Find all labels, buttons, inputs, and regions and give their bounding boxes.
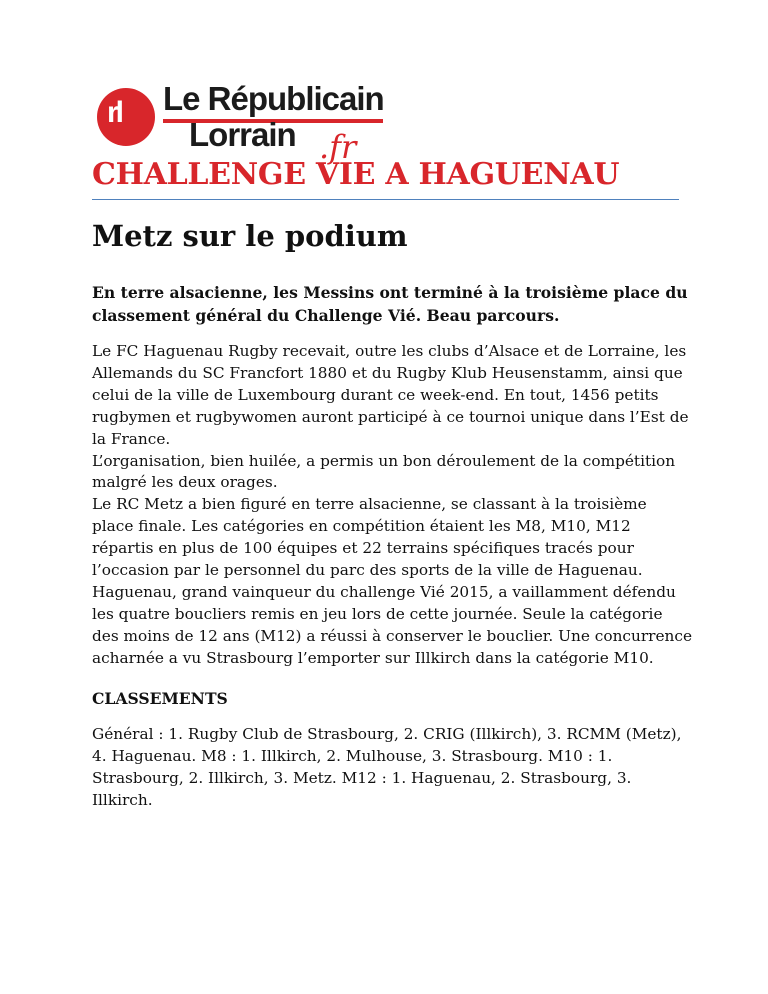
title-divider xyxy=(92,199,679,200)
logo-name-line1: Le Républicain xyxy=(163,80,384,117)
results-text: Général : 1. Rugby Club de Strasbourg, 2. CRIG (Illkirch), 3. RCMM (Metz), 4. Haguenau. M8 : 1. Illkirch, 2. Mulhouse, 3. Strasbourg. M10 : 1. Strasbourg, 2. Illkirch, 3. Metz. M12 : 1. Haguenau, 2. Strasbourg, 3. Illkirch. xyxy=(92,725,682,809)
article-headline: Metz sur le podium xyxy=(92,219,408,253)
article-lead: En terre alsacienne, les Messins ont terminé à la troisième place du classement général du Challenge Vié. Beau parcours. xyxy=(92,283,688,325)
logo-mark-text: rl xyxy=(107,96,122,129)
results-heading: CLASSEMENTS xyxy=(92,689,228,708)
section-title: CHALLENGE VIE A HAGUENAU xyxy=(92,157,620,192)
article-body: Le FC Haguenau Rugby recevait, outre les clubs d’Alsace et de Lorraine, les Allemands du SC Francfort 1880 et du Rugby Klub Heusenstamm, ainsi que celui de la ville de Luxembourg durant ce week-end. En tout, 1456 petits rugbymen et rugbywomen auront participé à ce tournoi unique dans l’Est de la France. L’organisation, bien huilée, a permis un bon déroulement de la compétition malgré les deux orages. Le RC Metz a bien figuré en terre alsacienne, se classant à la troisième place finale. Les catégories en compétition étaient les M8, M10, M12 répartis en plus de 100 équipes et 22 terrains spécifiques tracés pour l’occasion par le personnel du parc des sports de la ville de Haguenau. Haguenau, grand vainqueur du challenge Vié 2015, a vaillamment défendu les quatre boucliers remis en jeu lors de cette journée. Seule la catégorie des moins de 12 ans (M12) a réussi à conserver le bouclier. Une concurrence acharnée a vu Strasbourg l’emporter sur Illkirch dans la catégorie M10. xyxy=(92,342,692,667)
logo-mark-icon xyxy=(97,88,155,146)
logo-suffix: .fr xyxy=(319,128,357,166)
logo-name-line2: Lorrain xyxy=(189,116,296,153)
